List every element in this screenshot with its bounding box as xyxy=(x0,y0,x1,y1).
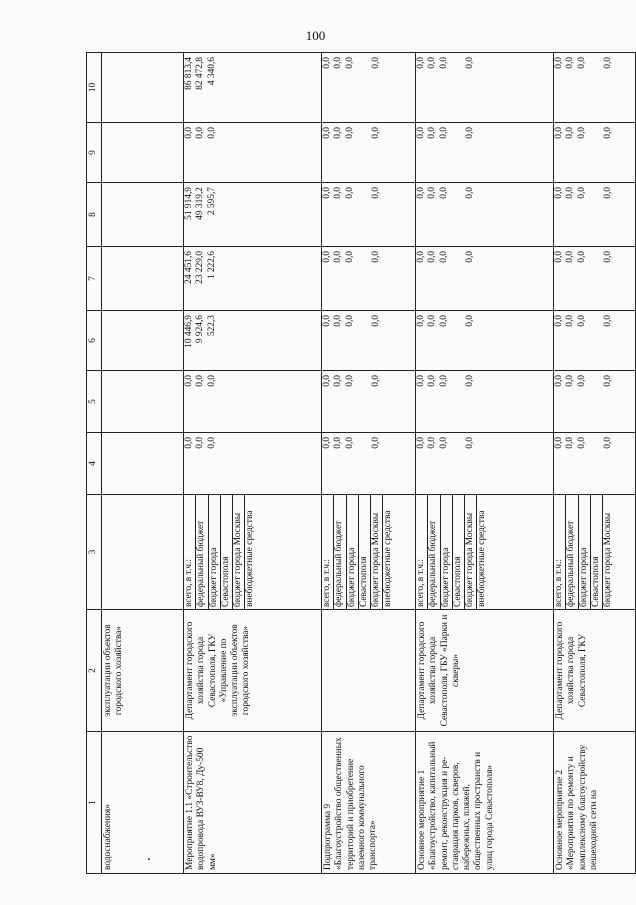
cell-value: 0,0 xyxy=(333,315,344,327)
continuation-row xyxy=(102,53,184,874)
cell-value: 0,0 xyxy=(370,57,381,69)
table-row xyxy=(554,53,636,874)
source-offbudget: внебюджетные средства xyxy=(244,495,256,609)
cell-value: 51 914,9 xyxy=(184,187,194,220)
cell-value: 0,0 xyxy=(427,437,438,449)
cell-value: 0,0 xyxy=(344,375,355,387)
year-values xyxy=(554,247,636,311)
col-header: 4 xyxy=(87,433,102,495)
measure-name: Мероприятие 1.1 «Строительство водопровода ВУЗ-ВУ8, Ду-500 мм» xyxy=(184,732,322,874)
cell-value: 0,0 xyxy=(322,127,332,139)
cell-value: 0,0 xyxy=(438,437,449,449)
cell-value: 0,0 xyxy=(370,127,381,139)
cell-value: 0,0 xyxy=(370,375,381,387)
cell-value: 0,0 xyxy=(602,437,613,449)
cell-value: 0,0 xyxy=(333,375,344,387)
source-city-cont: Севастополя xyxy=(452,495,464,609)
column-number-row xyxy=(87,53,102,874)
rotated-table-wrapper xyxy=(86,53,614,874)
cell-value: 0,0 xyxy=(554,375,564,387)
cell-value: 0,0 xyxy=(576,375,587,387)
source-offbudget: внебюджетные средства xyxy=(476,495,488,609)
cell-value: 0,0 xyxy=(554,315,564,327)
cell-value: 0,0 xyxy=(344,127,355,139)
source-moscow: бюджет города Москвы xyxy=(232,495,244,609)
cell-value: 522,3 xyxy=(206,315,217,337)
cell-value: 0,0 xyxy=(416,127,426,139)
cell-value: 0,0 xyxy=(344,57,355,69)
cell-value: 0,0 xyxy=(565,375,576,387)
cell-value: 0,0 xyxy=(554,187,564,199)
year-values xyxy=(322,123,416,183)
cell-value: 0,0 xyxy=(565,57,576,69)
year-values xyxy=(554,53,636,123)
year-values xyxy=(184,311,322,371)
cell-value: 0,0 xyxy=(427,187,438,199)
cell-value: 0,0 xyxy=(427,375,438,387)
source-moscow: бюджет города Москвы xyxy=(464,495,476,609)
year-values xyxy=(416,311,554,371)
funding-sources xyxy=(184,495,322,610)
cell-value: 0,0 xyxy=(344,437,355,449)
cell-value: 0,0 xyxy=(416,187,426,199)
budget-table xyxy=(86,52,636,874)
cell-value: 0,0 xyxy=(370,187,381,199)
cell-value: 0,0 xyxy=(576,437,587,449)
cell-value: 0,0 xyxy=(322,437,332,449)
source-city-cont: Севастополя xyxy=(358,495,370,609)
cell-value: 0,0 xyxy=(576,187,587,199)
source-federal: федеральный бюджет xyxy=(565,495,577,609)
cell-value: 0,0 xyxy=(554,251,564,263)
cell-value: 0,0 xyxy=(427,251,438,263)
cell-value: 0,0 xyxy=(576,251,587,263)
cell-value: 4 340,6 xyxy=(206,57,217,86)
cell-value: 0,0 xyxy=(195,127,206,139)
cell-value: 0,0 xyxy=(195,437,206,449)
continuation-executor: эксплуатации объектов городского хозяйства» xyxy=(102,610,184,732)
source-city: бюджет города xyxy=(578,495,590,609)
year-values xyxy=(184,53,322,123)
measure-name: Основное мероприятие 2 «Мероприятия по ремонту и комплексному благоустройству пешеходной сети на xyxy=(554,732,636,874)
cell-value: 0,0 xyxy=(464,251,475,263)
source-federal: федеральный бюджет xyxy=(427,495,439,609)
cell-value: 0,0 xyxy=(370,251,381,263)
executor xyxy=(322,610,416,732)
cell-value: 1 222,6 xyxy=(206,251,217,280)
year-values xyxy=(554,311,636,371)
cell-value: 0,0 xyxy=(602,251,613,263)
year-values xyxy=(416,371,554,433)
cell-value: 0,0 xyxy=(602,187,613,199)
cell-value: 0,0 xyxy=(333,187,344,199)
cell-value: 0,0 xyxy=(427,315,438,327)
year-values xyxy=(554,371,636,433)
cell-value: 0,0 xyxy=(370,315,381,327)
cell-value: 0,0 xyxy=(322,315,332,327)
col-header: 6 xyxy=(87,311,102,371)
cell-value: 0,0 xyxy=(416,437,426,449)
cell-value: 0,0 xyxy=(333,57,344,69)
cell-value: 0,0 xyxy=(554,437,564,449)
cell-value: 0,0 xyxy=(333,251,344,263)
col-header: 10 xyxy=(87,53,102,123)
executor: Департамент городского хозяйства города Севастополя, ГБУ «Парки и скверы» xyxy=(416,610,554,732)
cell-value: 23 229,0 xyxy=(195,251,206,284)
cell-value: 0,0 xyxy=(184,375,194,387)
rotated-table-frame xyxy=(86,53,614,874)
executor: Департамент городского хозяйства города Севастополя, ГКУ xyxy=(554,610,636,732)
cell-value: 0,0 xyxy=(206,127,217,139)
cell-value: 0,0 xyxy=(416,57,426,69)
col-header: 9 xyxy=(87,123,102,183)
year-values xyxy=(322,311,416,371)
page-number: 100 xyxy=(305,28,326,43)
year-values xyxy=(184,433,322,495)
source-federal: федеральный бюджет xyxy=(333,495,345,609)
cell-value: 0,0 xyxy=(438,127,449,139)
cell-value: 0,0 xyxy=(602,375,613,387)
cell-value: 0,0 xyxy=(206,375,217,387)
cell-value: 0,0 xyxy=(370,437,381,449)
cell-value: 0,0 xyxy=(602,127,613,139)
cell-value: 0,0 xyxy=(438,315,449,327)
year-values xyxy=(322,371,416,433)
cell-value: 0,0 xyxy=(576,57,587,69)
cell-value: 0,0 xyxy=(464,187,475,199)
cell-value: 0,0 xyxy=(416,315,426,327)
cell-value: 0,0 xyxy=(206,437,217,449)
year-values xyxy=(416,123,554,183)
funding-sources xyxy=(416,495,554,610)
year-values xyxy=(416,183,554,247)
col-header: 2 xyxy=(87,610,102,732)
cell-value: 49 319,2 xyxy=(195,187,206,220)
table-row xyxy=(416,53,554,874)
year-values xyxy=(184,371,322,433)
cell-value: 9 924,6 xyxy=(195,315,206,344)
col-header: 7 xyxy=(87,247,102,311)
cell-value: 10 446,9 xyxy=(184,315,194,348)
year-values xyxy=(554,433,636,495)
col-header: 1 xyxy=(87,732,102,874)
source-moscow: бюджет города Москвы xyxy=(602,495,614,609)
year-values xyxy=(184,183,322,247)
source-city: бюджет города xyxy=(208,495,220,609)
cell-value: 0,0 xyxy=(195,375,206,387)
cell-value: 0,0 xyxy=(322,375,332,387)
source-total: всего, в т.ч.: xyxy=(184,559,194,607)
cell-value: 0,0 xyxy=(427,127,438,139)
cell-value: 0,0 xyxy=(464,375,475,387)
cell-value: 0,0 xyxy=(438,251,449,263)
source-total: всего, в т.ч.: xyxy=(322,559,332,607)
cell-value: 0,0 xyxy=(565,187,576,199)
cell-value: 0,0 xyxy=(554,57,564,69)
measure-name: Подпрограмма 9 «Благоустройство общественных территорий и приобретение наземного коммунального транспорта» xyxy=(322,732,416,874)
cell-value: 24 451,6 xyxy=(184,251,194,284)
cell-value: 0,0 xyxy=(602,315,613,327)
cell-value: 0,0 xyxy=(322,187,332,199)
cell-value: 0,0 xyxy=(184,127,194,139)
cell-value: 0,0 xyxy=(565,315,576,327)
cell-value: 0,0 xyxy=(333,437,344,449)
cell-value: 0,0 xyxy=(416,375,426,387)
cell-value: 0,0 xyxy=(565,437,576,449)
measure-name: Основное мероприятие 1 «Благоустройство, капитальный ремонт, реконструкция и ре-ставрация парков, скверов, набережных, пляжей, общественных пространств и улиц города Севастополя» xyxy=(416,732,554,874)
cell-value: 0,0 xyxy=(464,315,475,327)
cell-value: 0,0 xyxy=(438,57,449,69)
cell-value: 2 595,7 xyxy=(206,187,217,216)
source-federal: федеральный бюджет xyxy=(195,495,207,609)
year-values xyxy=(554,123,636,183)
col-header: 5 xyxy=(87,371,102,433)
table-row xyxy=(322,53,416,874)
source-city: бюджет города xyxy=(346,495,358,609)
funding-sources xyxy=(322,495,416,610)
cell-value: 86 813,4 xyxy=(184,57,194,90)
cell-value: 82 472,8 xyxy=(195,57,206,90)
cell-value: 0,0 xyxy=(344,187,355,199)
source-total: всего, в т.ч.: xyxy=(554,559,564,607)
year-values xyxy=(322,53,416,123)
cell-value: 0,0 xyxy=(333,127,344,139)
year-values xyxy=(322,433,416,495)
source-moscow: бюджет города Москвы xyxy=(370,495,382,609)
cell-value: 0,0 xyxy=(576,315,587,327)
col-header: 3 xyxy=(87,495,102,610)
cell-value: 0,0 xyxy=(344,251,355,263)
cell-value: 0,0 xyxy=(464,57,475,69)
cell-value: 0,0 xyxy=(322,251,332,263)
funding-sources xyxy=(554,495,636,610)
cell-value: 0,0 xyxy=(427,57,438,69)
col-header: 8 xyxy=(87,183,102,247)
source-total: всего, в т.ч.: xyxy=(416,559,426,607)
cell-value: 0,0 xyxy=(602,57,613,69)
year-values xyxy=(416,53,554,123)
cell-value: 0,0 xyxy=(565,251,576,263)
source-city-cont: Севастополя xyxy=(220,495,232,609)
year-values xyxy=(416,433,554,495)
cell-value: 0,0 xyxy=(565,127,576,139)
table-row xyxy=(184,53,322,874)
source-city: бюджет города xyxy=(440,495,452,609)
cell-value: 0,0 xyxy=(438,375,449,387)
cell-value: 0,0 xyxy=(438,187,449,199)
source-offbudget: внебюджетные средства xyxy=(382,495,394,609)
source-city-cont: Севастополя xyxy=(590,495,602,609)
cell-value: 0,0 xyxy=(576,127,587,139)
cell-value: 0,0 xyxy=(554,127,564,139)
executor: Департамент городского хозяйства города Севастополя, ГКУ «Управление по эксплуатации объектов городского хозяйства» xyxy=(184,610,322,732)
cell-value: 0,0 xyxy=(464,127,475,139)
cell-value: 0,0 xyxy=(184,437,194,449)
cell-value: 0,0 xyxy=(464,437,475,449)
cell-value: 0,0 xyxy=(322,57,332,69)
year-values xyxy=(184,123,322,183)
cell-value: 0,0 xyxy=(416,251,426,263)
year-values xyxy=(184,247,322,311)
year-values xyxy=(554,183,636,247)
year-values xyxy=(322,183,416,247)
cell-value: 0,0 xyxy=(344,315,355,327)
year-values xyxy=(322,247,416,311)
continuation-measure: водоснабжения» xyxy=(102,732,184,874)
year-values xyxy=(416,247,554,311)
